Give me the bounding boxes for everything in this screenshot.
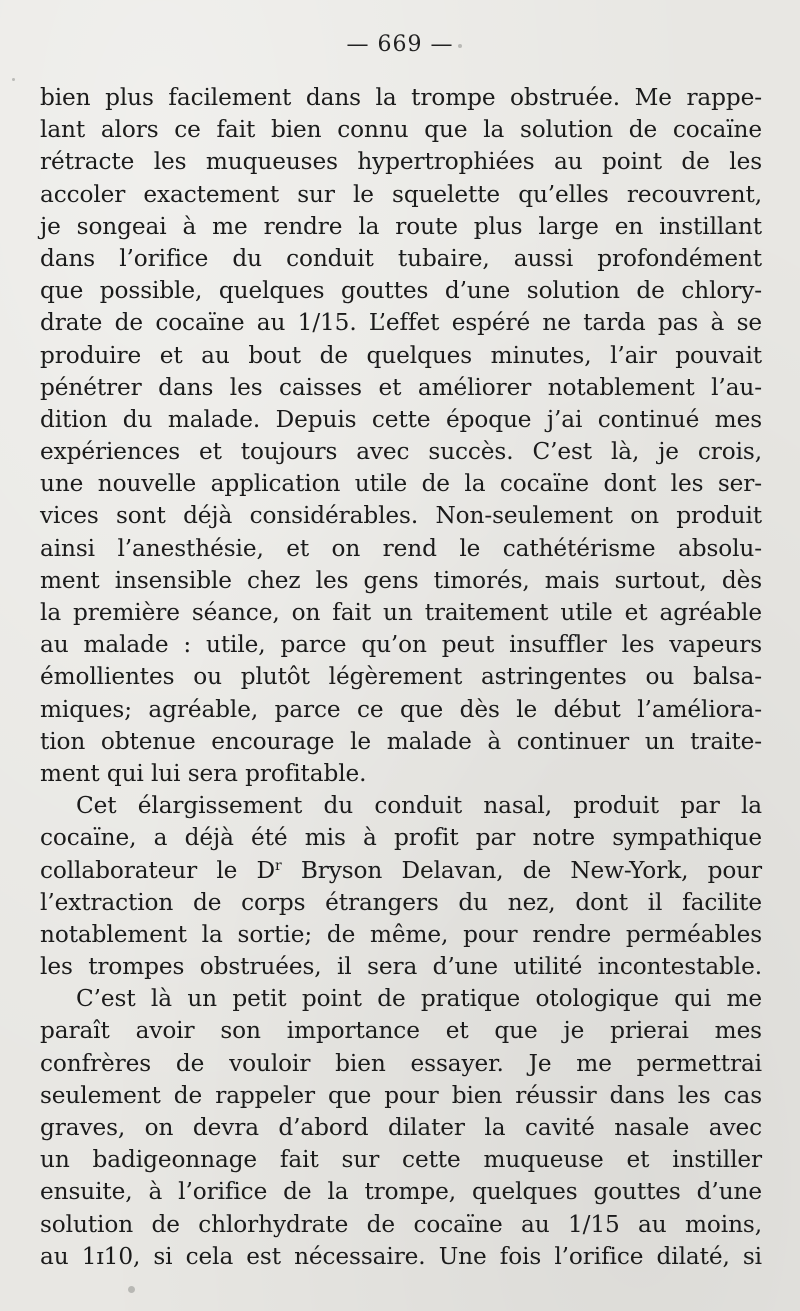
text-line: l’extraction de corps étrangers du nez, dont il facilite [40, 888, 762, 916]
text-line: graves, on devra d’abord dilater la cavité nasale avec [40, 1114, 762, 1141]
text-line: bien plus facilement dans la trompe obstruée. Me rappe- [40, 84, 762, 111]
text-line: dition du malade. Depuis cette époque j’ai continué mes [40, 405, 762, 433]
paragraph-2 [40, 790, 762, 983]
text-segment: collaborateur le D [40, 856, 275, 884]
text-line-with-superscript [40, 855, 762, 887]
text-line: confrères de vouloir bien essayer. Je me permettrai [40, 1049, 762, 1077]
text-line: un badigeonnage fait sur cette muqueuse et instiller [40, 1146, 762, 1174]
text-line: lant alors ce fait bien connu que la solution de cocaïne [40, 116, 762, 144]
text-line: ainsi l’anesthésie, et on rend le cathétérisme absolu- [40, 534, 762, 562]
text-line: paraît avoir son importance et que je prierai mes [40, 1017, 762, 1045]
text-line: miques; agréable, parce ce que dès le début l’améliora- [40, 695, 762, 723]
text-line: vices sont déjà considérables. Non-seulement on produit [40, 502, 762, 530]
text-line: C’est là un petit point de pratique otologique qui me [76, 985, 762, 1013]
paper-speck [458, 44, 462, 48]
paper-speck [128, 1286, 135, 1293]
text-line: je songeai à me rendre la route plus large en instillant [40, 212, 762, 240]
text-line: rétracte les muqueuses hypertrophiées au point de les [40, 148, 762, 176]
text-line: drate de cocaïne au 1/15. L’effet espéré ne tarda pas à se [40, 309, 762, 337]
text-line: ensuite, à l’orifice de la trompe, quelques gouttes d’une [40, 1178, 762, 1206]
text-line: seulement de rappeler que pour bien réussir dans les cas [40, 1081, 762, 1109]
text-line: que possible, quelques gouttes d’une solution de chlory- [40, 277, 762, 305]
text-line: produire et au bout de quelques minutes, l’air pouvait [40, 341, 762, 369]
text-line: accoler exactement sur le squelette qu’elles recouvrent, [40, 180, 762, 208]
text-line: les trompes obstruées, il sera d’une utilité incontestable. [40, 953, 762, 981]
paragraph-1 [40, 82, 762, 790]
text-line: notablement la sortie; de même, pour rendre perméables [40, 920, 762, 948]
text-line: émollientes ou plutôt légèrement astringentes ou balsa- [40, 663, 762, 691]
text-line: au 1ɪ10, si cela est nécessaire. Une fois l’orifice dilaté, si [40, 1242, 762, 1270]
text-segment: Bryson Delavan, de New-York, pour [281, 856, 762, 884]
text-line: cocaïne, a déjà été mis à profit par notre sympathique [40, 824, 762, 852]
body-text [40, 82, 762, 1273]
text-line: solution de chlorhydrate de cocaïne au 1/15 au moins, [40, 1210, 762, 1238]
superscript: r [275, 857, 282, 874]
paragraph-3 [40, 983, 762, 1273]
text-line: dans l’orifice du conduit tubaire, aussi profondément [40, 244, 762, 272]
text-line: une nouvelle application utile de la cocaïne dont les ser- [40, 470, 762, 498]
text-line: expériences et toujours avec succès. C’est là, je crois, [40, 438, 762, 466]
page-number: — 669 — [346, 32, 454, 57]
text-line: au malade : utile, parce qu’on peut insuffler les vapeurs [40, 631, 762, 659]
text-line: Cet élargissement du conduit nasal, produit par la [76, 792, 762, 820]
text-line: ment insensible chez les gens timorés, mais surtout, dès [40, 566, 762, 594]
text-line: pénétrer dans les caisses et améliorer notablement l’au- [40, 373, 762, 401]
paper-speck [12, 78, 15, 81]
text-line: ment qui lui sera profitable. [40, 759, 367, 787]
text-line: tion obtenue encourage le malade à continuer un traite- [40, 727, 762, 755]
text-line: la première séance, on fait un traitement utile et agréable [40, 599, 762, 626]
